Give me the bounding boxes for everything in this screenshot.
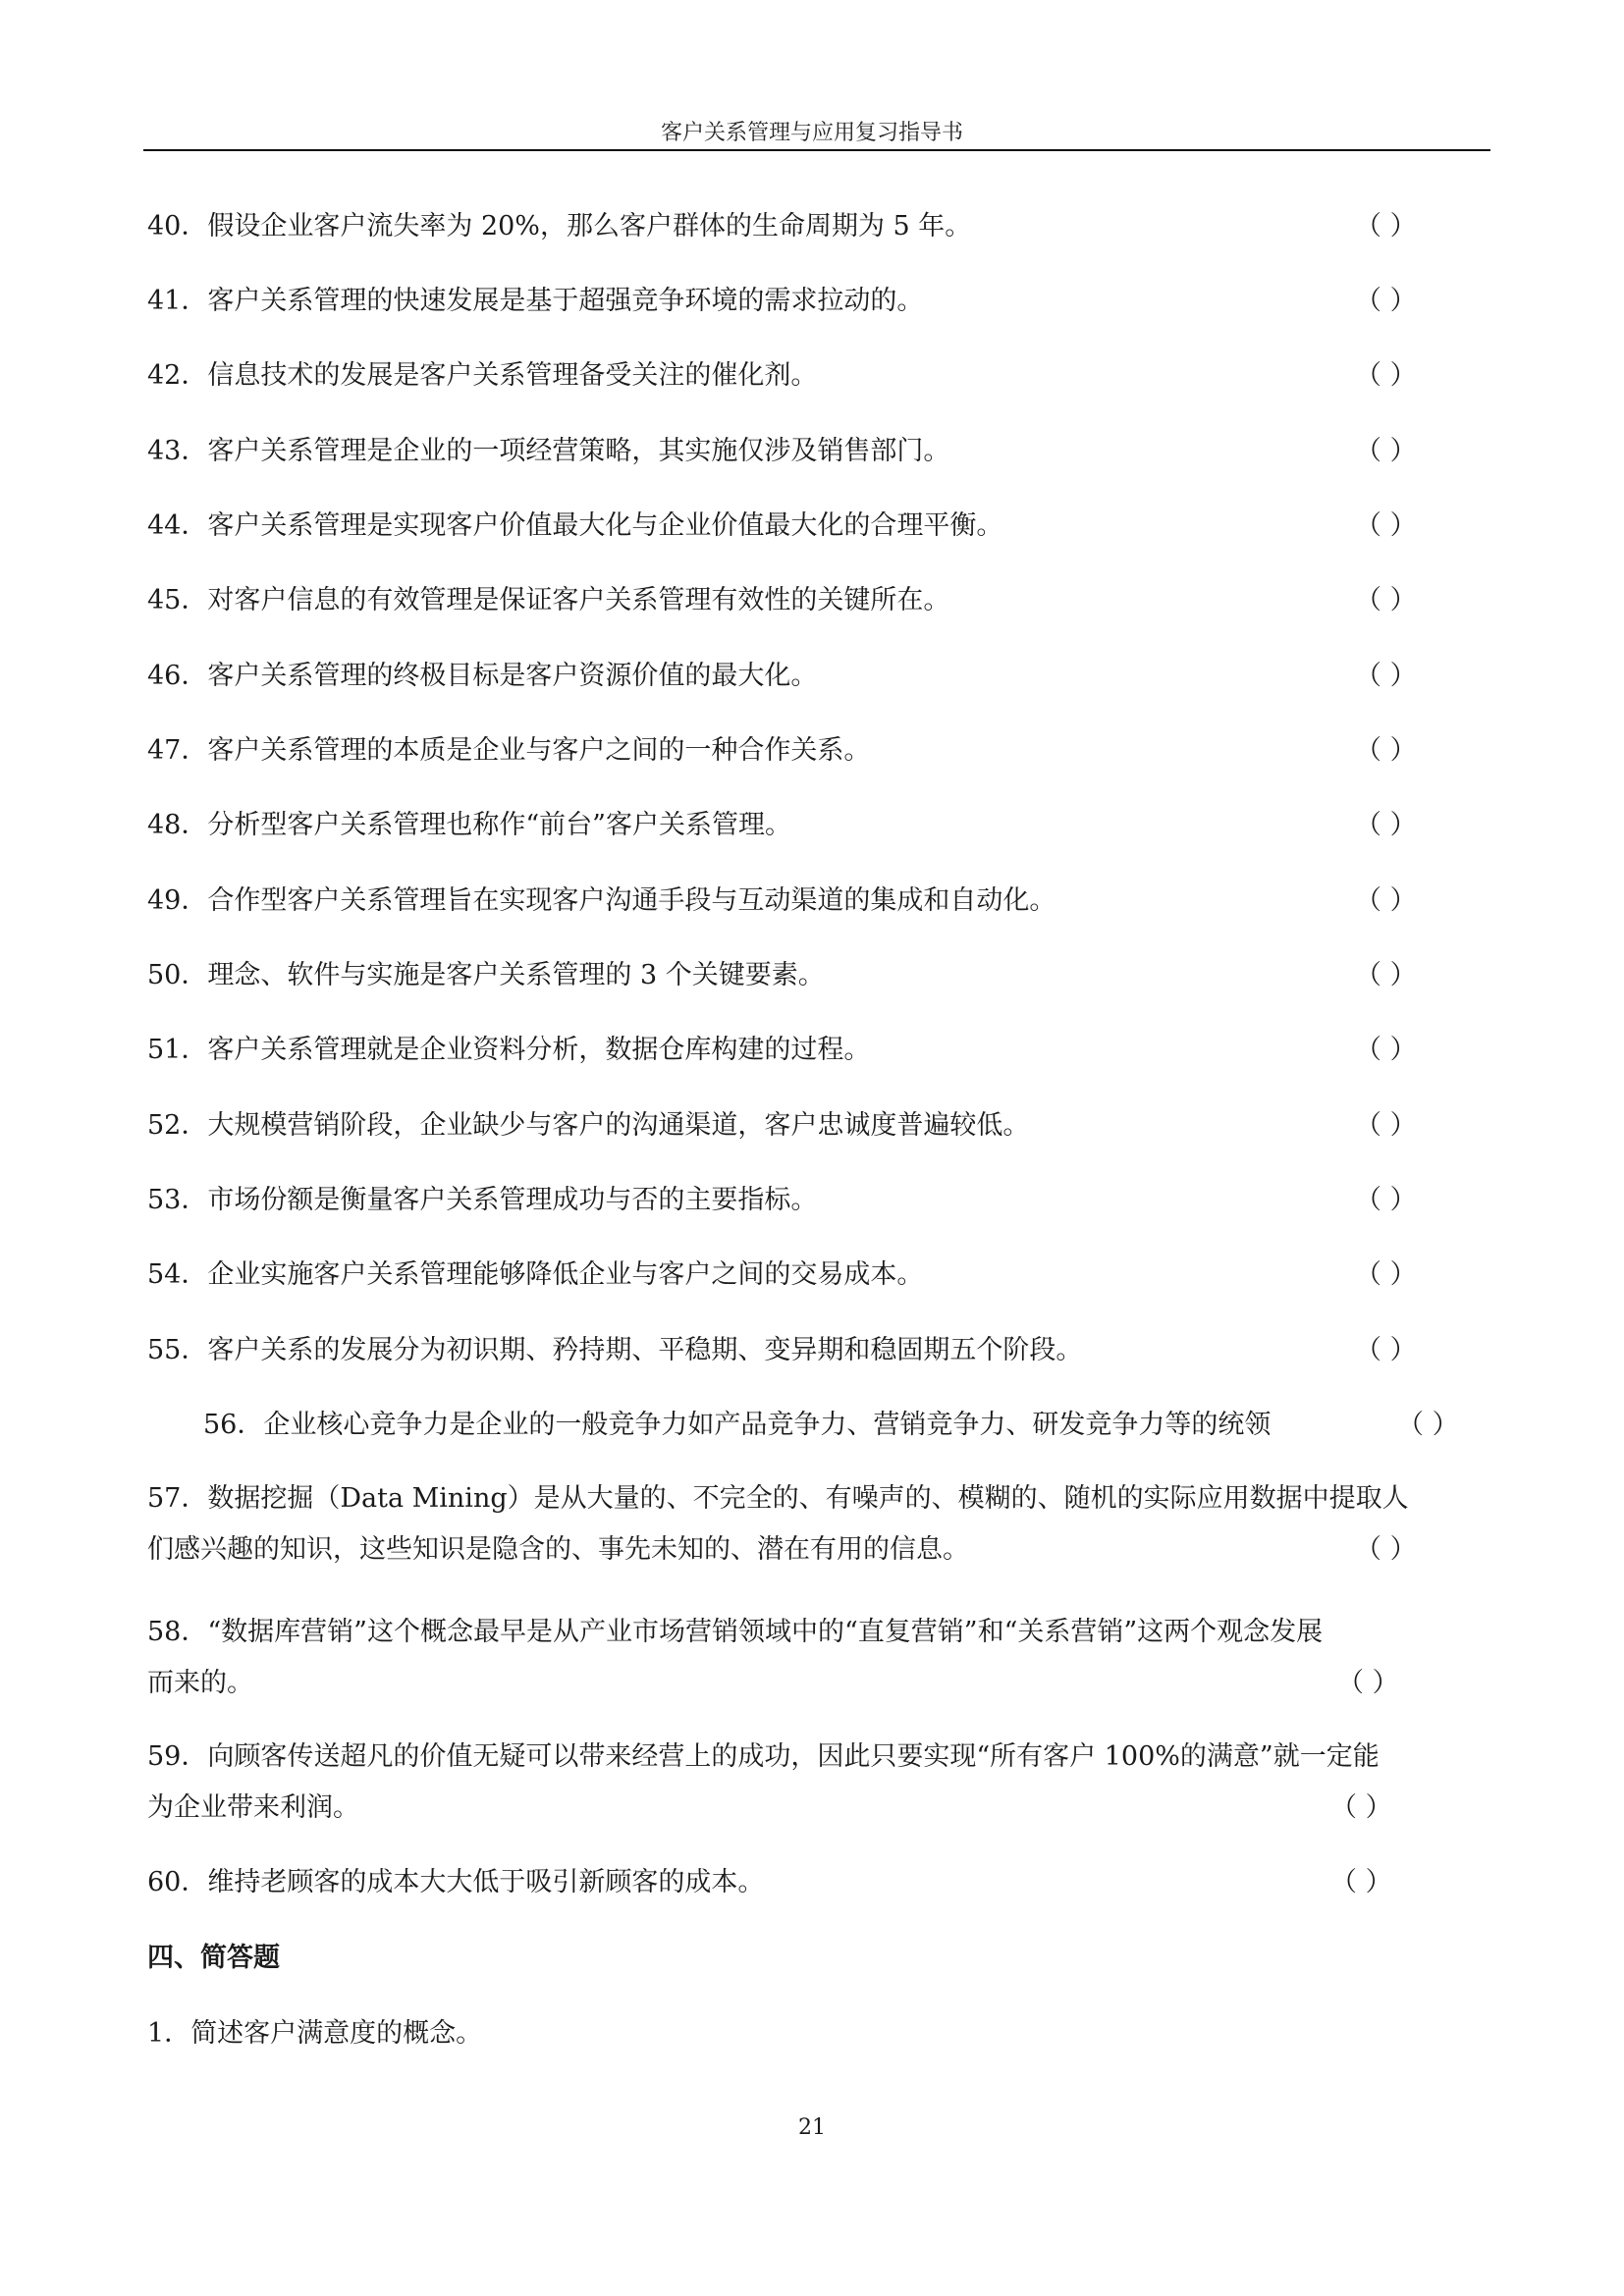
item-text: 信息技术的发展是客户关系管理备受关注的催化剂。 (207, 360, 818, 391)
item-number: 40． (147, 211, 208, 241)
answer-blank[interactable]: （ ） (1355, 661, 1417, 691)
list-item (147, 1479, 1483, 1570)
section-title: 四、简答题 (147, 1943, 280, 1973)
list-item (147, 806, 1483, 845)
list-item (147, 1331, 1483, 1370)
item-text: 客户关系的发展分为初识期、矜持期、平稳期、变异期和稳固期五个阶段。 (207, 1335, 1083, 1365)
item-text: 对客户信息的有效管理是保证客户关系管理有效性的关键所在。 (207, 585, 950, 615)
list-item (147, 1613, 1483, 1703)
item-number: 57． (147, 1483, 208, 1514)
list-item (147, 282, 1483, 321)
item-number: 52． (147, 1110, 208, 1141)
item-text: 向顾客传送超凡的价值无疑可以带来经营上的成功，因此只要实现“所有客户 100%的满意”就一定能 (207, 1741, 1380, 1772)
item-text: 理念、软件与实施是客户关系管理的 3 个关键要素。 (207, 960, 825, 990)
item-number: 42． (147, 360, 208, 391)
item-number: 56． (203, 1410, 264, 1440)
item-number: 46． (147, 661, 208, 691)
item-number: 49． (147, 885, 208, 916)
list-item (147, 956, 1483, 995)
item-text: 企业实施客户关系管理能够降低企业与客户之间的交易成本。 (207, 1259, 924, 1290)
answer-blank[interactable]: （ ） (1330, 1792, 1392, 1823)
item-text: 维持老顾客的成本大大低于吸引新顾客的成本。 (207, 1867, 765, 1897)
item-text: 客户关系管理就是企业资料分析，数据仓库构建的过程。 (207, 1035, 871, 1065)
answer-blank[interactable]: （ ） (1355, 1534, 1417, 1565)
answer-blank[interactable]: （ ） (1355, 211, 1417, 241)
item-number: 47． (147, 735, 208, 766)
item-text: 客户关系管理的本质是企业与客户之间的一种合作关系。 (207, 735, 871, 766)
answer-blank[interactable]: （ ） (1337, 1668, 1399, 1698)
item-text: 分析型客户关系管理也称作“前台”客户关系管理。 (207, 810, 791, 840)
answer-blank[interactable]: （ ） (1355, 286, 1417, 316)
answer-blank[interactable]: （ ） (1355, 436, 1417, 466)
item-number: 51． (147, 1035, 208, 1065)
item-text: 客户关系管理的终极目标是客户资源价值的最大化。 (207, 661, 818, 691)
item-number: 50． (147, 960, 208, 990)
item-text: 们感兴趣的知识，这些知识是隐含的、事先未知的、潜在有用的信息。 (147, 1534, 969, 1565)
item-text: 为企业带来利润。 (147, 1792, 359, 1823)
item-line (147, 1789, 1483, 1828)
list-item (147, 1031, 1483, 1070)
list-item (147, 1106, 1483, 1146)
list-item (147, 881, 1483, 921)
item-text: 客户关系管理的快速发展是基于超强竞争环境的需求拉动的。 (207, 286, 924, 316)
answer-blank[interactable]: （ ） (1330, 1867, 1392, 1897)
item-number: 60． (147, 1867, 208, 1897)
list-item (147, 207, 1483, 246)
answer-blank[interactable]: （ ） (1355, 1110, 1417, 1141)
item-number: 48． (147, 810, 208, 840)
item-number: 54． (147, 1259, 208, 1290)
item-line (147, 1530, 1483, 1570)
answer-blank[interactable]: （ ） (1397, 1410, 1459, 1440)
answer-blank[interactable]: （ ） (1355, 1035, 1417, 1065)
item-line (147, 1613, 1483, 1652)
list-item (147, 507, 1483, 546)
list-item (147, 731, 1483, 771)
answer-blank[interactable]: （ ） (1355, 735, 1417, 766)
item-text: 大规模营销阶段，企业缺少与客户的沟通渠道，客户忠诚度普遍较低。 (207, 1110, 1030, 1141)
item-text: 市场份额是衡量客户关系管理成功与否的主要指标。 (207, 1185, 818, 1215)
item-number: 59． (147, 1741, 208, 1772)
item-text: 数据挖掘（Data Mining）是从大量的、不完全的、有噪声的、模糊的、随机的实际应用数据中提取人 (207, 1483, 1409, 1514)
list-item (147, 432, 1483, 471)
item-number: 55． (147, 1335, 208, 1365)
item-text: 客户关系管理是实现客户价值最大化与企业价值最大化的合理平衡。 (207, 510, 1003, 541)
item-number: 53． (147, 1185, 208, 1215)
answer-blank[interactable]: （ ） (1355, 885, 1417, 916)
answer-blank[interactable]: （ ） (1355, 510, 1417, 541)
item-line (147, 1479, 1483, 1519)
item-number: 44． (147, 510, 208, 541)
item-number: 1． (147, 2018, 191, 2049)
header-divider (143, 149, 1490, 151)
list-item (147, 657, 1483, 696)
answer-blank[interactable]: （ ） (1355, 585, 1417, 615)
page-header-title: 客户关系管理与应用复习指导书 (660, 121, 963, 145)
answer-blank[interactable]: （ ） (1355, 1185, 1417, 1215)
item-line (147, 1737, 1483, 1777)
answer-blank[interactable]: （ ） (1355, 1335, 1417, 1365)
item-number: 43． (147, 436, 208, 466)
item-text: 合作型客户关系管理旨在实现客户沟通手段与互动渠道的集成和自动化。 (207, 885, 1056, 916)
item-number: 58． (147, 1617, 208, 1647)
question-item (147, 2014, 1483, 2054)
item-number: 45． (147, 585, 208, 615)
item-number: 41． (147, 286, 208, 316)
item-text: 简述客户满意度的概念。 (190, 2018, 483, 2049)
answer-blank[interactable]: （ ） (1355, 1259, 1417, 1290)
item-text: 假设企业客户流失率为 20%，那么客户群体的生命周期为 5 年。 (207, 211, 972, 241)
list-item (147, 1863, 1483, 1902)
item-line (147, 1664, 1483, 1703)
answer-blank[interactable]: （ ） (1355, 810, 1417, 840)
list-item (147, 1255, 1483, 1295)
item-text: 客户关系管理是企业的一项经营策略，其实施仅涉及销售部门。 (207, 436, 950, 466)
list-item (147, 581, 1483, 620)
list-item (147, 356, 1483, 396)
page-number: 21 (798, 2115, 826, 2140)
list-item (147, 1737, 1483, 1828)
answer-blank[interactable]: （ ） (1355, 960, 1417, 990)
answer-blank[interactable]: （ ） (1355, 360, 1417, 391)
list-item (203, 1406, 1483, 1445)
list-item (147, 1181, 1483, 1220)
item-text: “数据库营销”这个概念最早是从产业市场营销领域中的“直复营销”和“关系营销”这两个观念发展 (207, 1617, 1324, 1647)
item-text: 企业核心竞争力是企业的一般竞争力如产品竞争力、营销竞争力、研发竞争力等的统领 (263, 1410, 1272, 1440)
item-text: 而来的。 (147, 1668, 253, 1698)
